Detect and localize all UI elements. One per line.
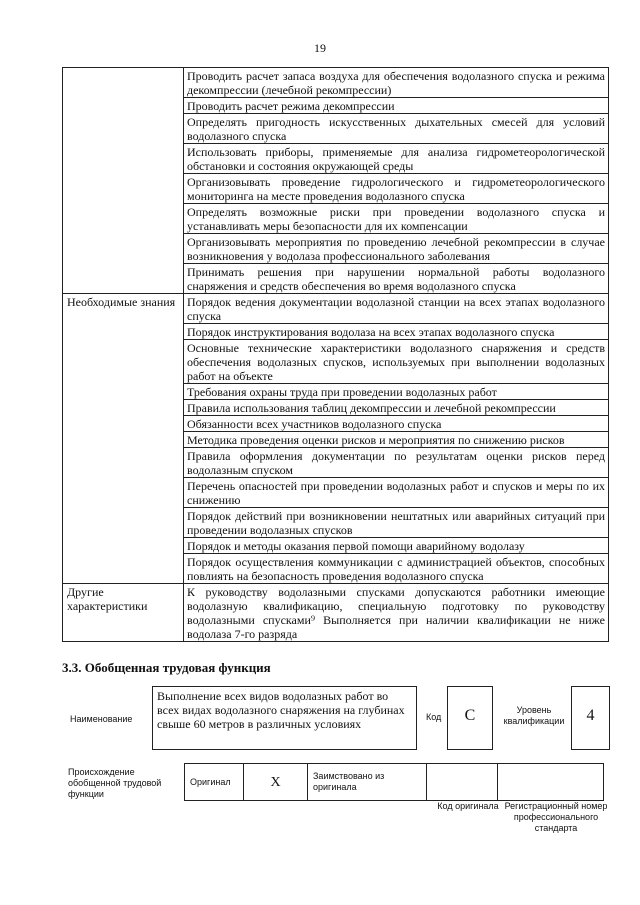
table-row [63,68,609,98]
original-label: Оригинал [190,776,231,787]
row-item: Организовывать мероприятия по проведению лечебной рекомпрессии в случае возникновения у водолаза профессионального заболевания [184,234,609,264]
level-value: 4 [586,707,595,724]
row-item: К руководству водолазными спусками допускаются работники имеющие водолазную квалификацию, специальную подготовку по руководству водолазными спусками⁹ Выполняется при наличии квалификации не ниже водолаза 7-го разряда [184,584,609,642]
section-title: 3.3. Обобщенная трудовая функция [62,660,271,675]
table-row [63,584,609,642]
code-value: С [464,707,476,724]
row-item: Принимать решения при нарушении нормальной работы водолазного снаряжения и средств обеспечения во время водолазного спуска [184,264,609,294]
row-item: Проводить расчет режима декомпрессии [184,98,609,114]
code-label: Код [426,712,442,722]
row-item: Порядок ведения документации водолазной станции на всех этапах водолазного спуска [184,294,609,324]
level-box [571,686,610,750]
row-item: Использовать приборы, применяемые для анализа гидрометеорологической обстановки и состояния окружающей среды [184,144,609,174]
row-item: Перечень опасностей при проведении водолазных работ и спусков и меры по их снижению [184,478,609,508]
row-item: Порядок и методы оказания первой помощи аварийному водолазу [184,538,609,554]
row-item: Порядок инструктирования водолаза на всех этапах водолазного спуска [184,324,609,340]
origin-table [184,763,604,801]
origin-label: Происхождение обобщенной трудовой функции [68,767,162,799]
reg-caption: Регистрационный номер профессионального стандарта [504,801,608,833]
row-item: Порядок действий при возникновении нештатных или аварийных ситуаций при проведении водолазных спусков [184,508,609,538]
borrowed-label-cell [308,764,427,801]
row-label: Другие характеристики [63,584,184,642]
original-code-cell [427,764,498,801]
original-label-cell [185,764,244,801]
level-label: Уровень квалификации [503,705,565,726]
row-item: Проводить расчет запаса воздуха для обеспечения водолазного спуска и режима декомпрессии (лечебной рекомпрессии) [184,68,609,98]
original-mark: X [270,774,281,790]
row-label [63,68,184,294]
reg-number-cell [498,764,604,801]
row-item: Определять пригодность искусственных дыхательных смесей для условий водолазного спуска [184,114,609,144]
row-item: Правила оформления документации по результатам оценки рисков перед водолазным спуском [184,448,609,478]
competency-table [62,67,609,642]
borrowed-label: Заимствовано из оригинала [313,771,385,792]
name-label: Наименование [70,714,133,724]
table-row [63,294,609,324]
row-item: Обязанности всех участников водолазного спуска [184,416,609,432]
original-mark-cell [244,764,308,801]
row-item: Определять возможные риски при проведении водолазного спуска и устанавливать меры безопасности для их компенсации [184,204,609,234]
function-name-value: Выполнение всех видов водолазных работ во всех видах водолазного снаряжения на глубинах свыше 60 метров в различных условиях [152,686,417,750]
row-item: Правила использования таблиц декомпрессии и лечебной рекомпрессии [184,400,609,416]
row-item: Порядок осуществления коммуникации с администрацией объектов, способных повлиять на безопасность проведения водолазного спуска [184,554,609,584]
row-item: Основные технические характеристики водолазного снаряжения и средств обеспечения водолазных спусков, используемых при выполнении водолазных работ на объекте [184,340,609,384]
code-caption: Код оригинала [437,801,499,811]
row-label: Необходимые знания [63,294,184,584]
code-box [447,686,493,750]
row-item: Методика проведения оценки рисков и мероприятия по снижению рисков [184,432,609,448]
row-item: Требования охраны труда при проведении водолазных работ [184,384,609,400]
row-item: Организовывать проведение гидрологического и гидрометеорологического мониторинга на месте проведения водолазного спуска [184,174,609,204]
page-number: 19 [314,41,326,55]
